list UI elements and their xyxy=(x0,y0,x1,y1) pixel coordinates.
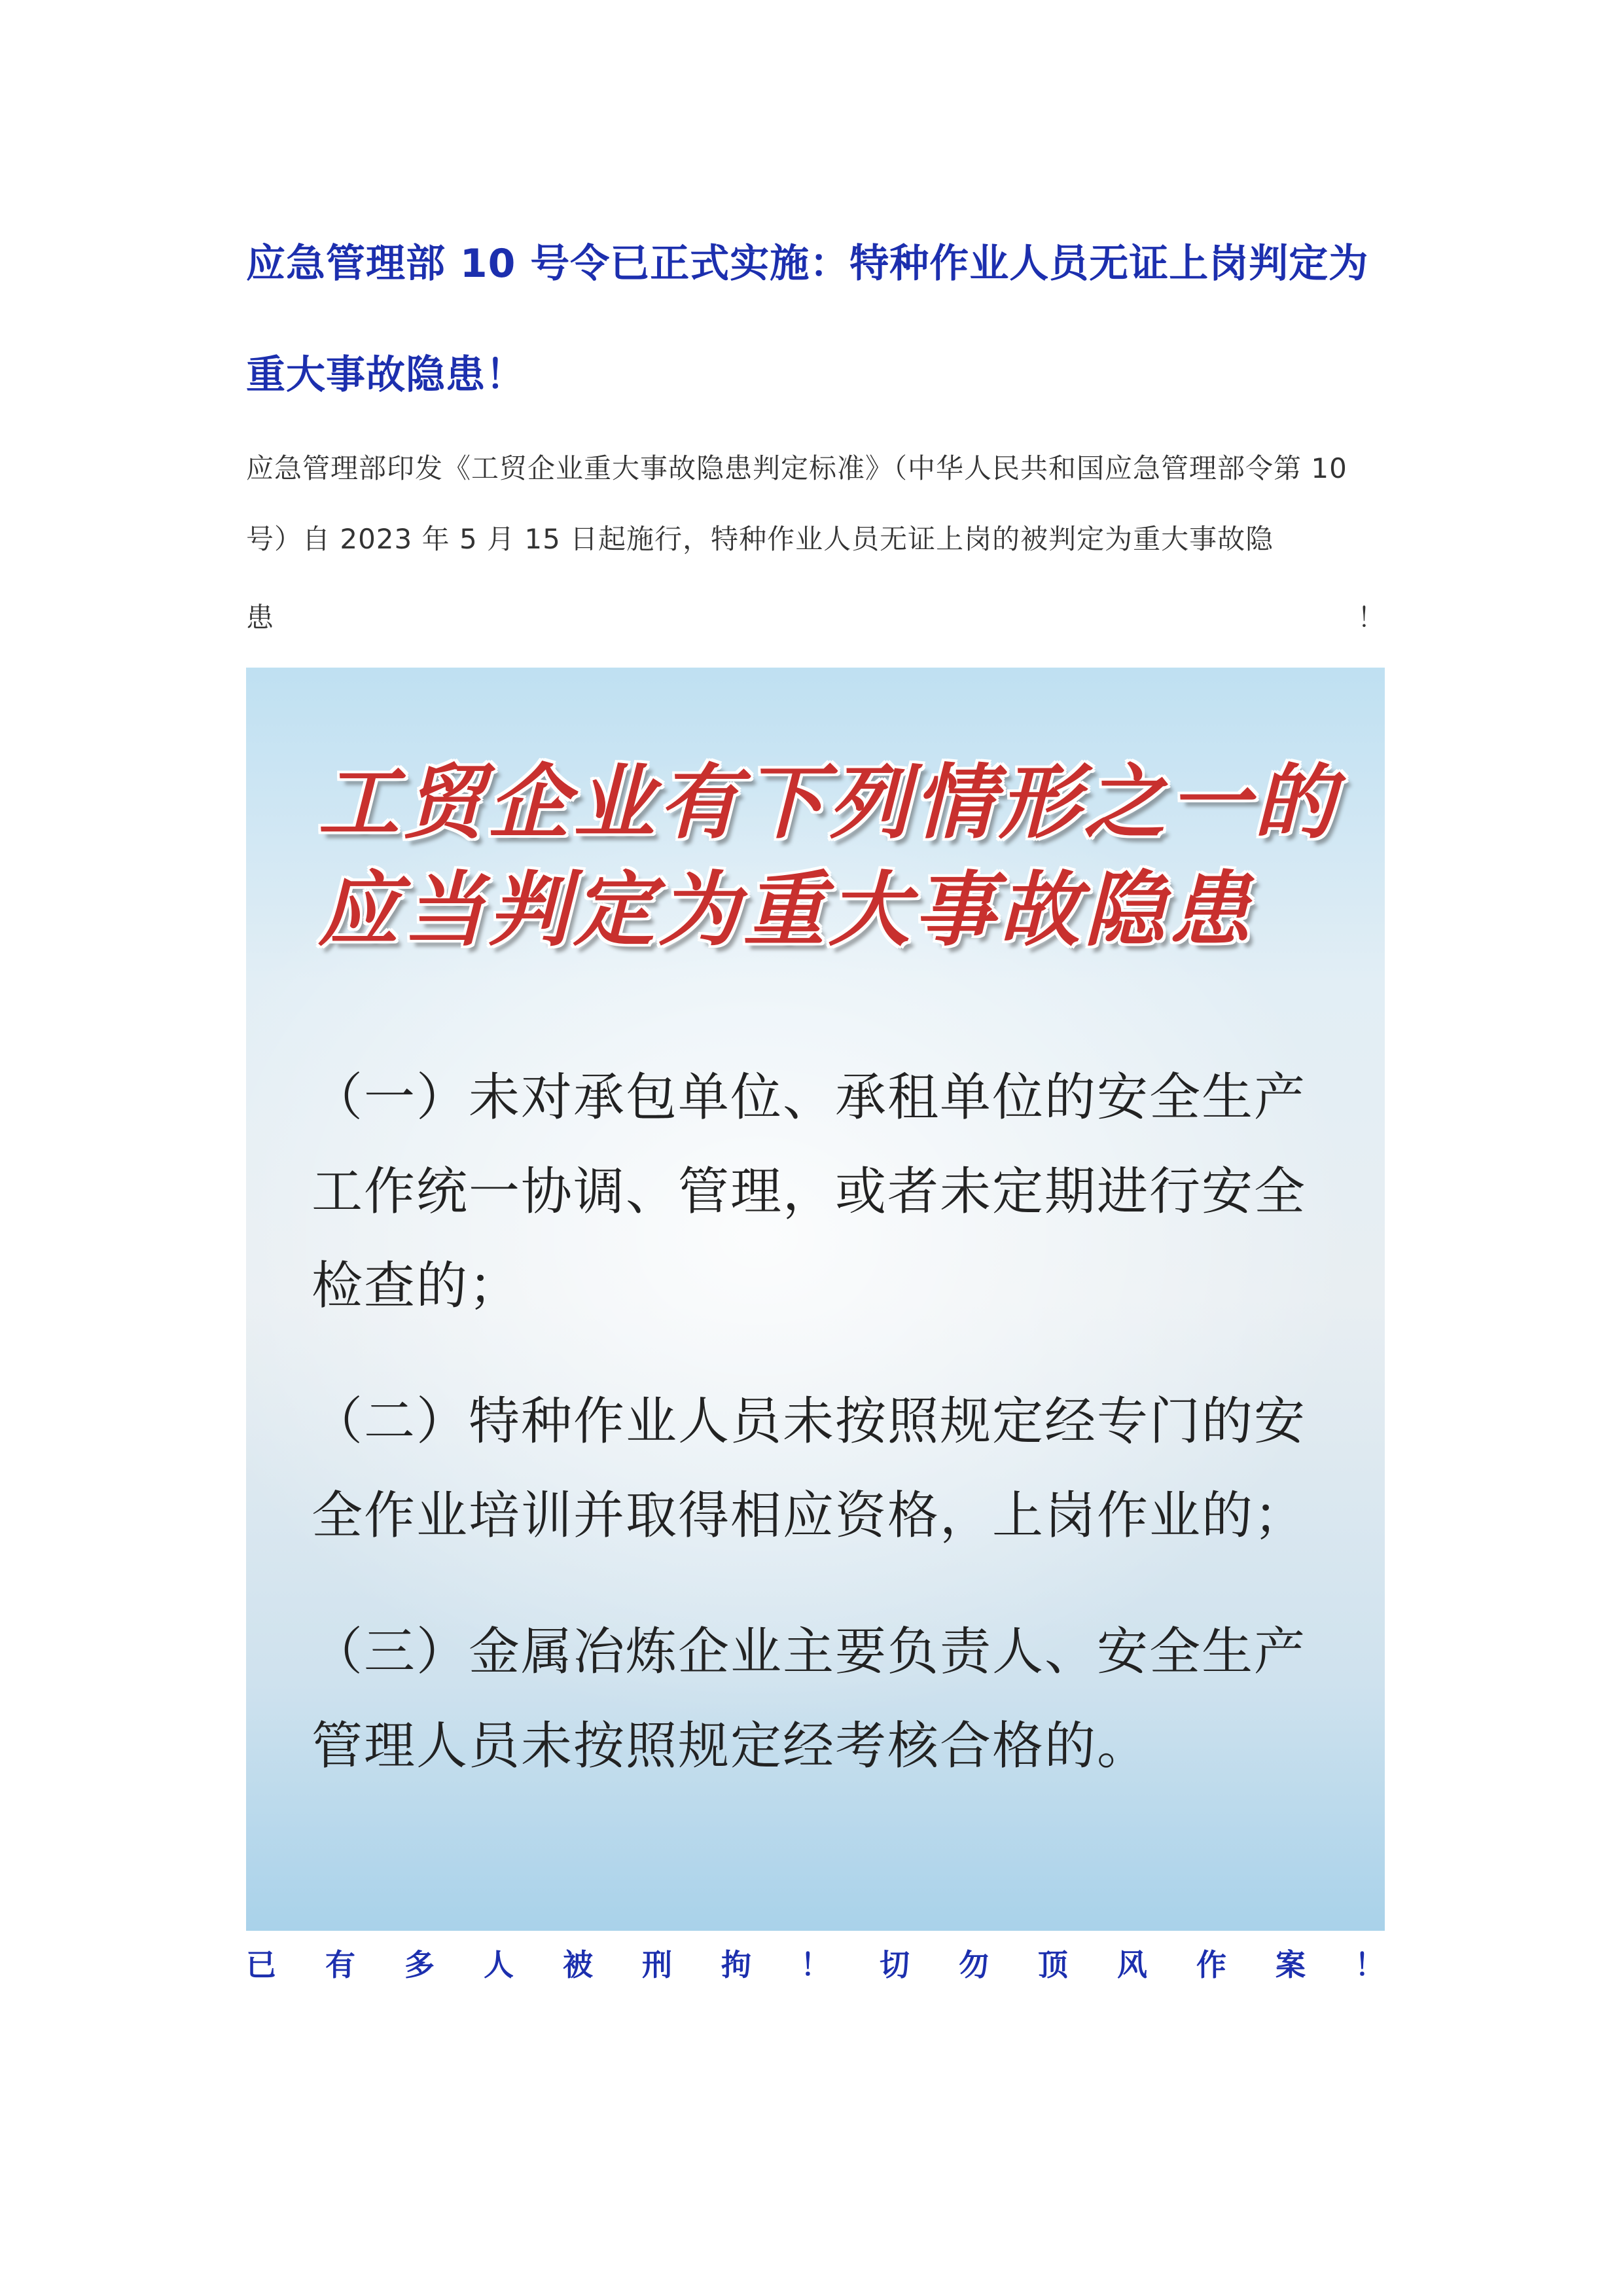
closing-char: 被 xyxy=(563,1947,593,1982)
poster-item-3: （三）金属冶炼企业主要负责人、安全生产管理人员未按照规定经考核合格的。 xyxy=(312,1623,1307,1776)
article-intro: 应急管理部印发《工贸企业重大事故隐患判定标准》（中华人民共和国应急管理部令第 10 号）自 2023 年 5 月 15 日起施行，特种作业人员无证上岗的被判定为重大事故隐 xyxy=(246,452,1347,555)
closing-char: 拘 xyxy=(721,1947,751,1982)
closing-char: 案 xyxy=(1275,1947,1306,1982)
closing-warning xyxy=(246,1939,1385,1991)
closing-char: 刑 xyxy=(642,1947,672,1982)
closing-char: 有 xyxy=(325,1947,355,1982)
closing-char: 风 xyxy=(1117,1947,1147,1982)
closing-char: 作 xyxy=(1196,1947,1226,1982)
intro-end-char: 患 xyxy=(246,601,274,634)
closing-char: 已 xyxy=(246,1947,276,1982)
poster-item-2: （二）特种作业人员未按照规定经专门的安全作业培训并取得相应资格，上岗作业的； xyxy=(312,1392,1307,1545)
closing-char: 人 xyxy=(484,1947,514,1982)
closing-char: ！ xyxy=(800,1947,830,1982)
poster-image xyxy=(246,668,1385,1931)
poster-item-1: （一）未对承包单位、承租单位的安全生产工作统一协调、管理，或者未定期进行安全检查的； xyxy=(312,1068,1307,1316)
article-title: 应急管理部 10 号令已正式实施：特种作业人员无证上岗判定为重大事故隐患！ xyxy=(246,241,1369,398)
intro-continuation xyxy=(246,585,1385,651)
poster-heading: 工贸企业有下列情形之一的应当判定为重大事故隐患 xyxy=(318,756,1340,958)
closing-char: 顶 xyxy=(1038,1947,1068,1982)
closing-char: 勿 xyxy=(959,1947,989,1982)
closing-char: 多 xyxy=(404,1947,435,1982)
closing-char: ！ xyxy=(1355,1947,1385,1982)
closing-char: 切 xyxy=(880,1947,910,1982)
intro-end-punct: ！ xyxy=(1357,601,1385,634)
